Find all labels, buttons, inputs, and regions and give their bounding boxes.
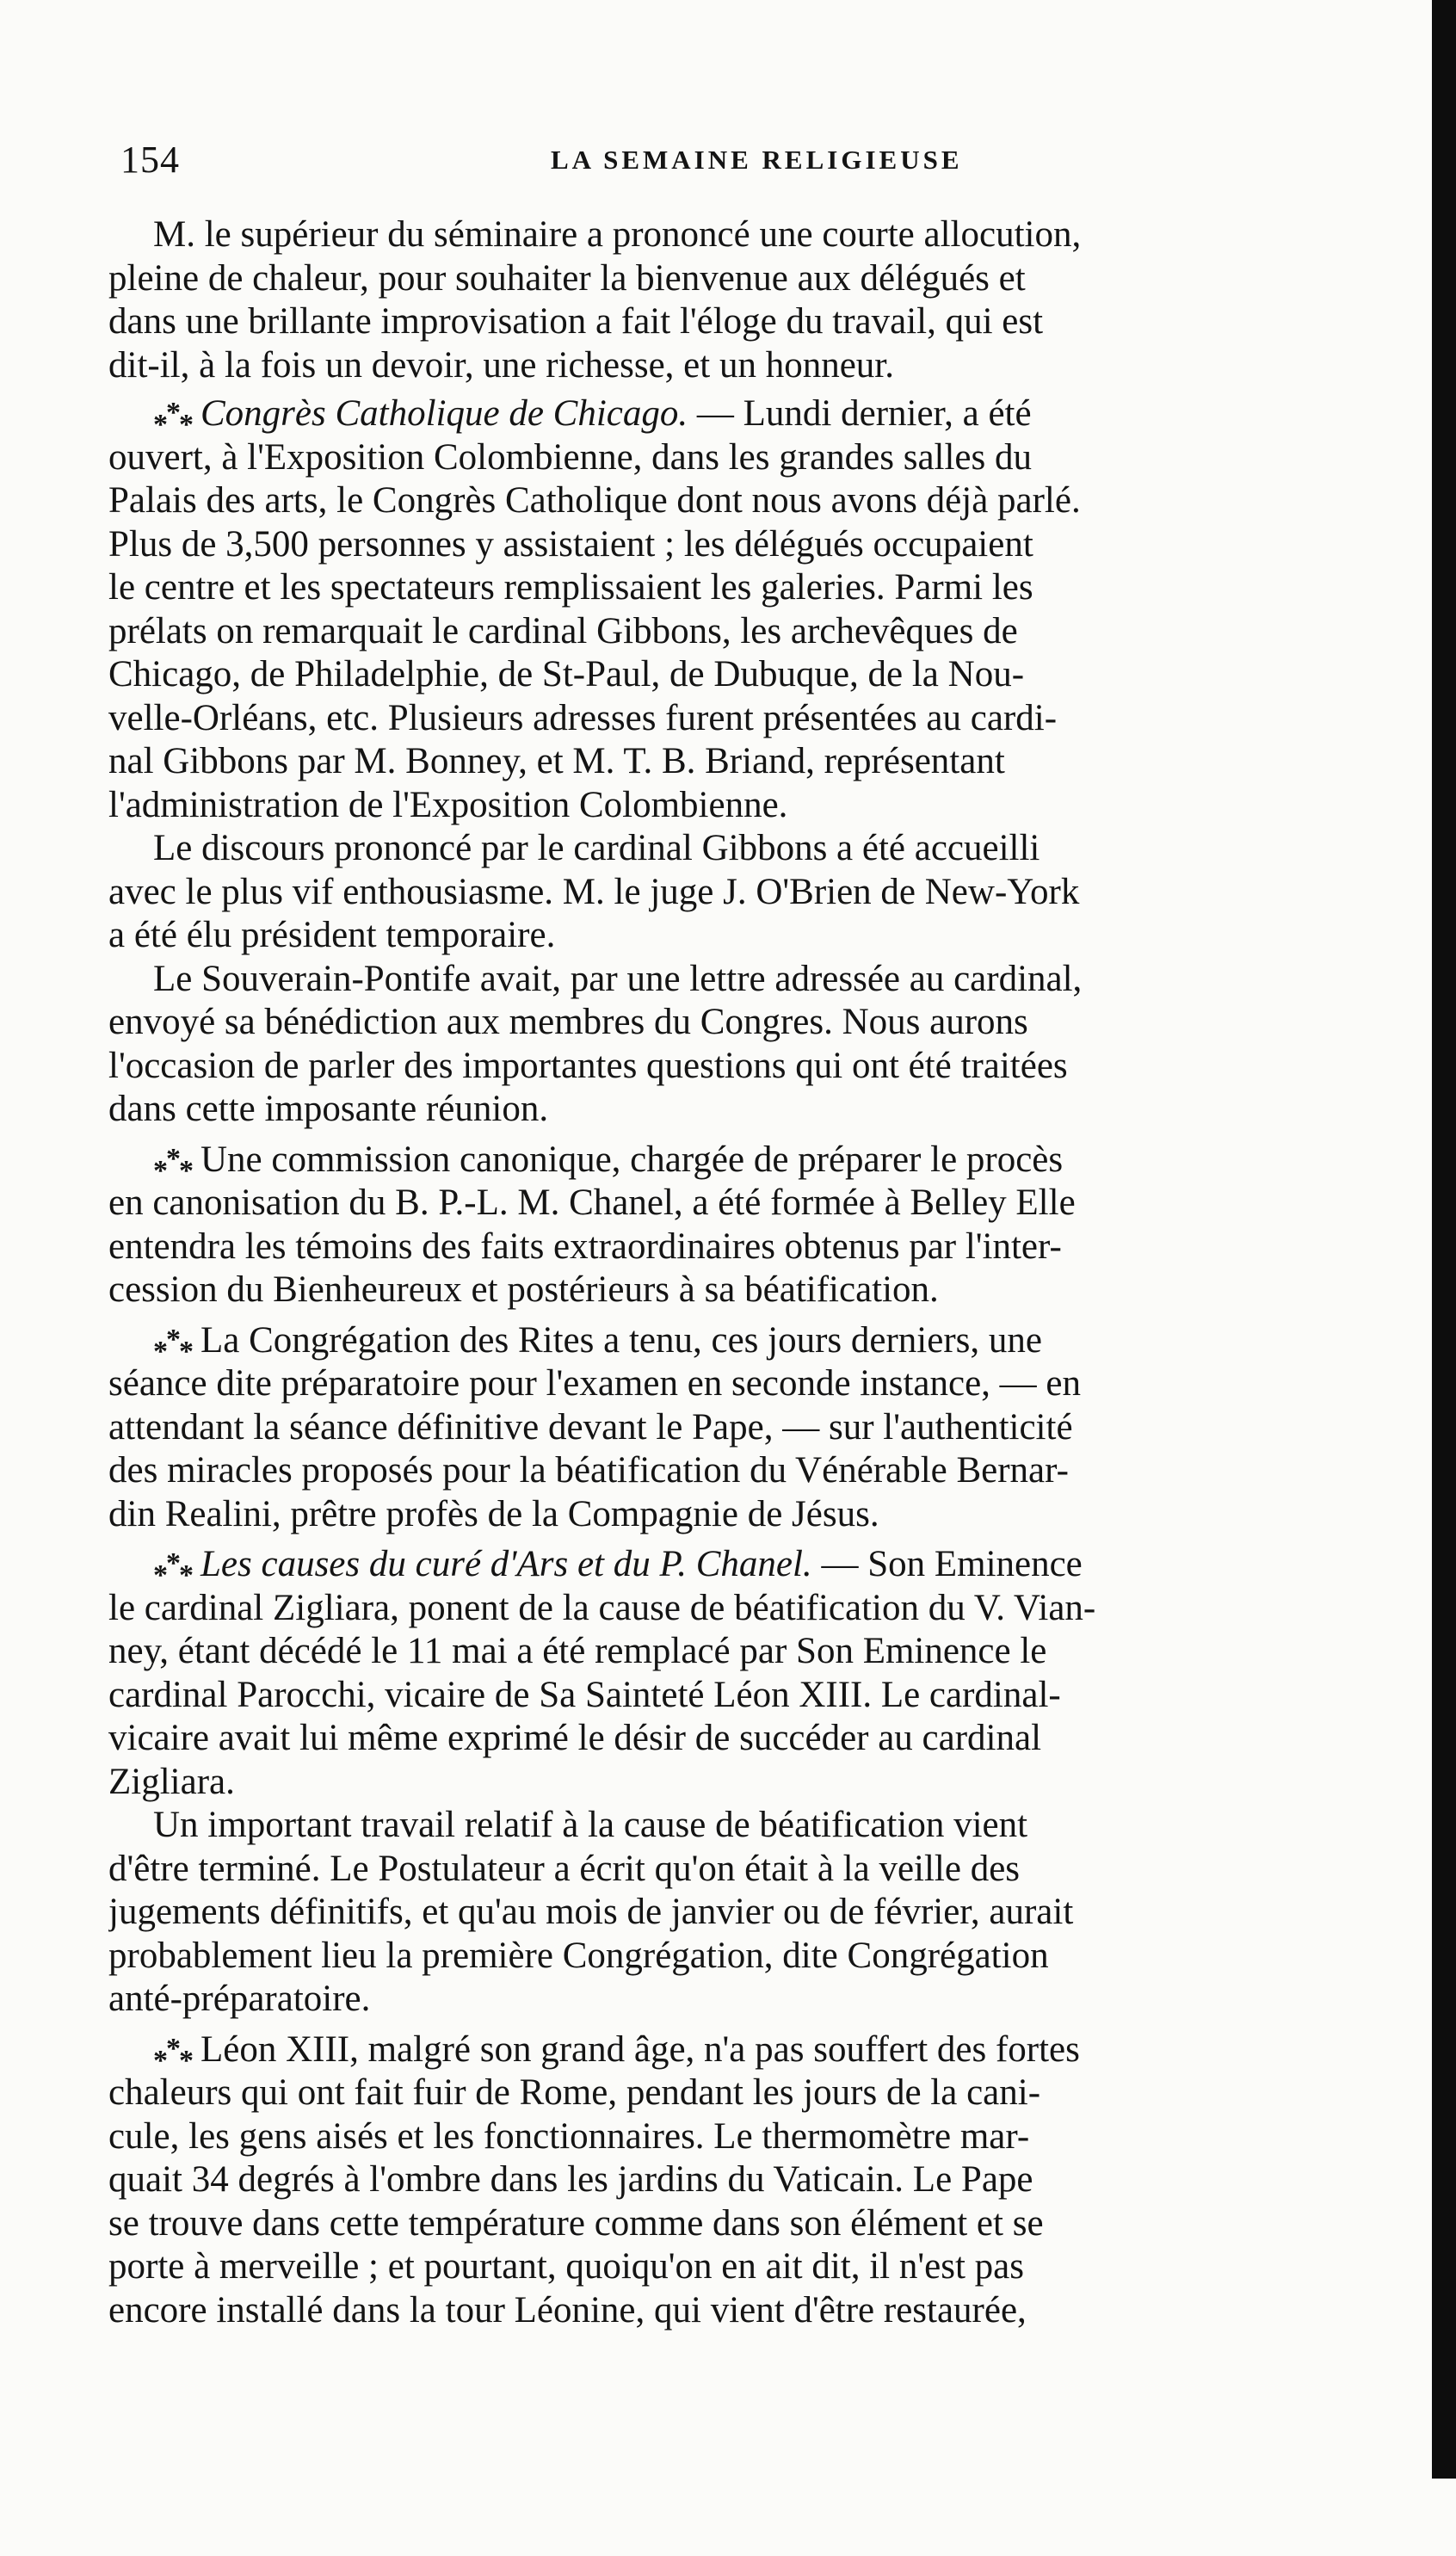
text-line: Un important travail relatif à la cause de béatification vient xyxy=(153,1805,1028,1845)
paragraph-leo-xiii-heat xyxy=(108,2028,1406,2333)
text-line: l'administration de l'Exposition Colombienne. xyxy=(108,784,788,825)
text-line: dans une brillante improvisation a fait l'éloge du travail, qui est xyxy=(108,301,1044,342)
text-line: le centre et les spectateurs remplissaient les galeries. Parmi les xyxy=(108,567,1033,608)
text-line xyxy=(108,2028,1406,2072)
text-line: anté-préparatoire. xyxy=(108,1979,371,2019)
text-line: cession du Bienheureux et postérieurs à sa béatification. xyxy=(108,1269,939,1310)
scan-edge-bar xyxy=(1432,0,1456,2556)
text-line: envoyé sa bénédiction aux membres du Congres. Nous aurons xyxy=(108,1002,1028,1042)
text-line: séance dite préparatoire pour l'examen en seconde instance, — en xyxy=(108,1363,1082,1404)
asterism-icon: *** xyxy=(153,397,192,436)
text-line: ney, étant décédé le 11 mai a été remplacé par Son Eminence le xyxy=(108,1631,1047,1671)
text-line: pleine de chaleur, pour souhaiter la bienvenue aux délégués et xyxy=(108,257,1026,299)
text-line: dans cette imposante réunion. xyxy=(108,1089,549,1129)
paragraph-canonical-commission xyxy=(108,1139,1406,1312)
text-line: chaleurs qui ont fait fuir de Rome, pendant les jours de la cani- xyxy=(108,2072,1041,2113)
text-line: encore installé dans la tour Léonine, qui vient d'être restaurée, xyxy=(108,2289,1027,2331)
text-line xyxy=(108,1139,1406,1182)
asterism-icon: *** xyxy=(153,1547,192,1587)
asterism-icon: *** xyxy=(153,1142,192,1182)
text-line: nal Gibbons par M. Bonney, et M. T. B. Briand, représentant xyxy=(108,741,1005,781)
text-line: porte à merveille ; et pourtant, quoiqu'on en ait dit, il n'est pas xyxy=(108,2246,1024,2287)
paragraph-seminary-allocution xyxy=(108,213,1406,387)
paragraph-gibbons-speech xyxy=(108,827,1406,958)
page-header xyxy=(120,138,1410,181)
text-line: cule, les gens aisés et les fonctionnaires. Le thermomètre mar- xyxy=(108,2115,1030,2157)
text-line: jugements définitifs, et qu'au mois de janvier ou de février, aurait xyxy=(108,1892,1074,1932)
text-line: l'occasion de parler des importantes questions qui ont été traitées xyxy=(108,1045,1068,1086)
section-title: Les causes du curé d'Ars et du P. Chanel. xyxy=(201,1544,812,1584)
page-number: 154 xyxy=(120,139,180,181)
text-line xyxy=(108,1319,1406,1363)
text-fragment: La Congrégation des Rites a tenu, ces jours derniers, une xyxy=(201,1319,1042,1361)
text-line: entendra les témoins des faits extraordinaires obtenus par l'inter- xyxy=(108,1226,1062,1267)
text-line xyxy=(108,392,1406,436)
text-line: probablement lieu la première Congrégation, dite Congrégation xyxy=(108,1935,1049,1976)
running-head: LA SEMAINE RELIGIEUSE xyxy=(551,145,963,175)
paragraph-chicago-congress xyxy=(108,392,1406,827)
text-line: se trouve dans cette température comme dans son élément et se xyxy=(108,2202,1044,2244)
text-line: ouvert, à l'Exposition Colombienne, dans les grandes salles du xyxy=(108,436,1033,478)
text-line: din Realini, prêtre profès de la Compagnie de Jésus. xyxy=(108,1493,879,1534)
text-line: vicaire avait lui même exprimé le désir de succéder au cardinal xyxy=(108,1718,1042,1758)
text-line: prélats on remarquait le cardinal Gibbons, les archevêques de xyxy=(108,610,1018,651)
text-line: des miracles proposés pour la béatification du Vénérable Bernar- xyxy=(108,1450,1069,1491)
paragraph-beatification-work xyxy=(108,1804,1406,2022)
text-line: velle-Orléans, etc. Plusieurs adresses furent présentées au cardi- xyxy=(108,697,1058,738)
paragraph-pontiff-letter xyxy=(108,958,1406,1132)
section-title: Congrès Catholique de Chicago. xyxy=(201,393,688,434)
asterism-icon: *** xyxy=(153,1323,192,1362)
paragraph-causes-ars-chanel xyxy=(108,1543,1406,1804)
text-line: Plus de 3,500 personnes y assistaient ; les délégués occupaient xyxy=(108,523,1033,565)
text-line: en canonisation du B. P.-L. M. Chanel, a été formée à Belley Elle xyxy=(108,1182,1076,1223)
article-body xyxy=(108,213,1406,2332)
text-line: Zigliara. xyxy=(108,1761,235,1802)
text-fragment: — Lundi dernier, a été xyxy=(696,393,1032,434)
text-line: Chicago, de Philadelphie, de St-Paul, de Dubuque, de la Nou- xyxy=(108,654,1025,695)
text-line: avec le plus vif enthousiasme. M. le juge J. O'Brien de New-York xyxy=(108,871,1080,912)
text-line: M. le supérieur du séminaire a prononcé une courte allocution, xyxy=(153,214,1082,255)
text-line: Palais des arts, le Congrès Catholique dont nous avons déjà parlé. xyxy=(108,480,1081,521)
paragraph-congregation-rites xyxy=(108,1319,1406,1537)
text-line: Le Souverain-Pontife avait, par une lettre adressée au cardinal, xyxy=(153,958,1083,999)
text-line: dit-il, à la fois un devoir, une richesse, et un honneur. xyxy=(108,344,894,386)
text-line: d'être terminé. Le Postulateur a écrit qu'on était à la veille des xyxy=(108,1848,1021,1889)
text-line: Le discours prononcé par le cardinal Gibbons a été accueilli xyxy=(153,828,1040,868)
scan-edge-gap xyxy=(1432,2479,1456,2556)
asterism-icon: *** xyxy=(153,2032,192,2071)
text-line: quait 34 degrés à l'ombre dans les jardins du Vaticain. Le Pape xyxy=(108,2159,1033,2200)
text-line: le cardinal Zigliara, ponent de la cause de béatification du V. Vian- xyxy=(108,1587,1096,1628)
text-line: cardinal Parocchi, vicaire de Sa Sainteté Léon XIII. Le cardinal- xyxy=(108,1674,1061,1715)
text-line: attendant la séance définitive devant le Pape, — sur l'authenticité xyxy=(108,1406,1073,1448)
text-fragment: Léon XIII, malgré son grand âge, n'a pas souffert des fortes xyxy=(201,2028,1080,2070)
text-line xyxy=(108,1543,1406,1587)
text-fragment: Une commission canonique, chargée de préparer le procès xyxy=(201,1139,1064,1180)
text-fragment: — Son Eminence xyxy=(821,1544,1083,1584)
text-line: a été élu président temporaire. xyxy=(108,915,556,955)
